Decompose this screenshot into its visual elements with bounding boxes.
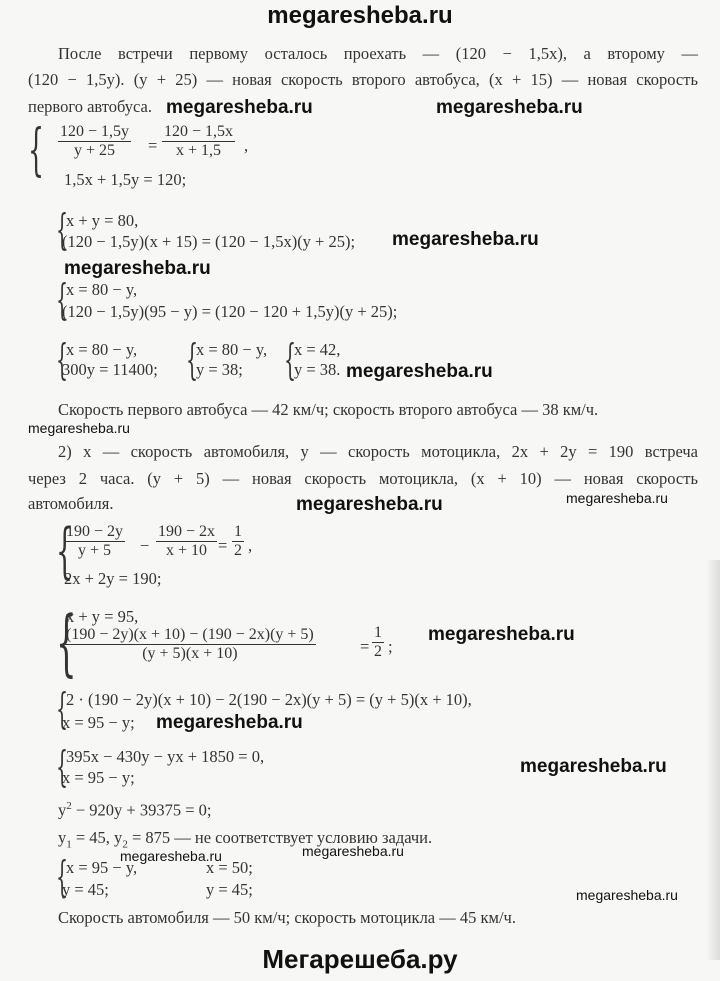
brace-p2-sys1: { (56, 516, 74, 586)
p2-sys1-frac2-num: 190 − 2x (158, 523, 216, 540)
brace-p2-sys2: { (56, 600, 77, 684)
p1-sys3-line1: x = 80 − y, (66, 280, 138, 299)
p2-answer: Скорость автомобиля — 50 км/ч; скорость мотоцикла — 45 км/ч. (58, 908, 516, 927)
p1-sys3-line2: (120 − 1,5y)(95 − y) = (120 − 120 + 1,5y)(y + 25); (62, 302, 398, 321)
p2-intro-line1: 2) x — скорость автомобиля, y — скорость мотоцикла, 2x + 2y = 190 встреча (58, 442, 698, 461)
p2-sys5b-line2: y = 45; (206, 880, 253, 899)
watermark: megaresheba.ru (166, 97, 313, 118)
p1-intro-line2: (120 − 1,5y). (y + 25) — новая скорость второго автобуса, (x + 15) — новая скорость (28, 70, 698, 89)
watermark: megaresheba.ru (576, 887, 678, 903)
p2-intro-line3: автомобиля. (28, 494, 114, 513)
p1-sys1-frac1 (58, 123, 131, 160)
p1-answer: Скорость первого автобуса — 42 км/ч; скорость второго автобуса — 38 км/ч. (58, 400, 599, 419)
watermark: megaresheba.ru (120, 848, 222, 864)
brace-p1-sys4a: { (56, 335, 69, 384)
p2-quad-y: y (58, 800, 67, 820)
p2-roots-rest: = 875 — не соответствует условию задачи. (127, 828, 433, 847)
p1-sys1-tail: , (244, 136, 249, 155)
p2-sys1-frac1 (64, 523, 125, 560)
brace-p1-sys2: { (56, 205, 69, 254)
watermark: megaresheba.ru (428, 624, 575, 645)
p1-sys4b-line1: x = 80 − y, (196, 340, 268, 359)
p2-sys1-frac3 (232, 523, 244, 560)
watermark: megaresheba.ru (302, 843, 404, 859)
p2-sys5a-line1: x = 95 − y, (66, 858, 138, 877)
watermark: megaresheba.ru (436, 97, 583, 118)
p1-sys4b-line2: y = 38; (196, 360, 243, 379)
p2-sys2-tail: ; (388, 637, 393, 656)
watermark: megaresheba.ru (346, 361, 493, 382)
p2-sys2-half (372, 624, 384, 661)
watermark: megaresheba.ru (64, 258, 211, 279)
p1-sys4c-line1: x = 42, (294, 340, 341, 359)
p2-sys1-frac2 (156, 523, 217, 560)
p1-sys1-frac1-den: y + 25 (74, 142, 116, 159)
watermark: megaresheba.ru (296, 494, 443, 515)
watermark: megaresheba.ru (520, 756, 667, 777)
p2-sys2-frac-den: (y + 5)(x + 10) (142, 645, 238, 662)
p2-sys1-minus: − (140, 536, 150, 555)
p1-sys2-line2: (120 − 1,5y)(x + 15) = (120 − 1,5x)(y + 25); (62, 232, 356, 251)
p2-sys1-frac3-num: 1 (234, 523, 242, 540)
p1-sys1-frac2 (162, 123, 235, 160)
watermark: megaresheba.ru (566, 490, 668, 506)
p2-roots-y1: y (58, 828, 67, 847)
p1-sys1-frac2-num: 120 − 1,5x (164, 123, 234, 140)
p2-sys2-line1: x + y = 95, (66, 607, 139, 626)
p2-sys2-half-den: 2 (374, 643, 382, 660)
p1-intro-line3: первого автобуса. (28, 97, 152, 116)
p1-sys1-frac2-den: x + 1,5 (176, 142, 222, 159)
p1-sys1-line2: 1,5x + 1,5y = 120; (64, 170, 187, 189)
p2-sys4-line2: x = 95 − y; (62, 768, 135, 787)
brace-p1-sys3: { (56, 275, 69, 324)
p2-sys3-line2: x = 95 − y; (62, 713, 135, 732)
p1-sys4a-line1: x = 80 − y, (66, 340, 138, 359)
p2-quad-exp: 2 (66, 800, 72, 812)
p2-roots-mid: = 45, y (71, 828, 123, 847)
p1-sys4c-line2: y = 38. (294, 360, 341, 379)
p2-quad-rest: − 920y + 39375 = 0; (71, 800, 212, 820)
p1-intro-line1: После встречи первому осталось проехать — (120 − 1,5x), а второму — (58, 44, 698, 63)
p2-sys2-frac (64, 626, 316, 663)
brace-p2-sys4: { (56, 742, 69, 791)
brace-p2-sys3: { (56, 684, 69, 733)
p1-sys1-frac1-num: 120 − 1,5y (60, 123, 130, 140)
p2-sys1-frac2-den: x + 10 (166, 542, 208, 559)
p2-sys1-frac1-num: 190 − 2y (66, 523, 124, 540)
p2-sys1-eq: = (218, 536, 228, 555)
p1-sys2-line1: x + y = 80, (66, 211, 139, 230)
p2-sys4-line1: 395x − 430y − yx + 1850 = 0, (66, 747, 265, 766)
brace-p1-sys1: { (28, 118, 45, 183)
brace-p1-sys4b: { (186, 335, 199, 384)
p2-roots-sub1: 1 (66, 838, 72, 851)
p2-sys2-half-num: 1 (374, 624, 382, 641)
p2-intro-line2: через 2 часа. (y + 5) — новая скорость мотоцикла, (x + 10) — новая скорость (28, 469, 698, 488)
p2-sys1-frac1-den: y + 5 (78, 542, 112, 559)
p2-sys3-line1: 2 · (190 − 2y)(x + 10) − 2(190 − 2x)(y + 5) = (y + 5)(x + 10), (66, 690, 472, 709)
p2-sys5a-line2: y = 45; (62, 880, 109, 899)
p2-sys1-frac3-den: 2 (234, 542, 242, 559)
p2-sys2-eq: = (360, 637, 370, 656)
p1-sys4a-line2: 300y = 11400; (62, 360, 158, 379)
watermark: megaresheba.ru (156, 712, 303, 733)
p2-sys1-line2: 2x + 2y = 190; (64, 569, 162, 588)
brace-p1-sys4c: { (284, 335, 297, 384)
p2-sys5b-line1: x = 50; (206, 858, 253, 877)
watermark: megaresheba.ru (28, 420, 130, 436)
brace-p2-sys5a: { (56, 852, 69, 901)
p2-roots-sub2: 2 (122, 838, 128, 851)
p2-sys1-tail: , (248, 536, 253, 555)
p2-sys2-frac-num: (190 − 2y)(x + 10) − (190 − 2x)(y + 5) (66, 626, 314, 643)
watermark: megaresheba.ru (392, 229, 539, 250)
p1-sys1-eq: = (148, 136, 158, 155)
site-header[interactable]: megaresheba.ru (267, 2, 453, 29)
site-footer[interactable]: Мегарешеба.ру (262, 944, 458, 974)
page-shadow (706, 560, 720, 960)
p2-quadratic (58, 800, 212, 821)
